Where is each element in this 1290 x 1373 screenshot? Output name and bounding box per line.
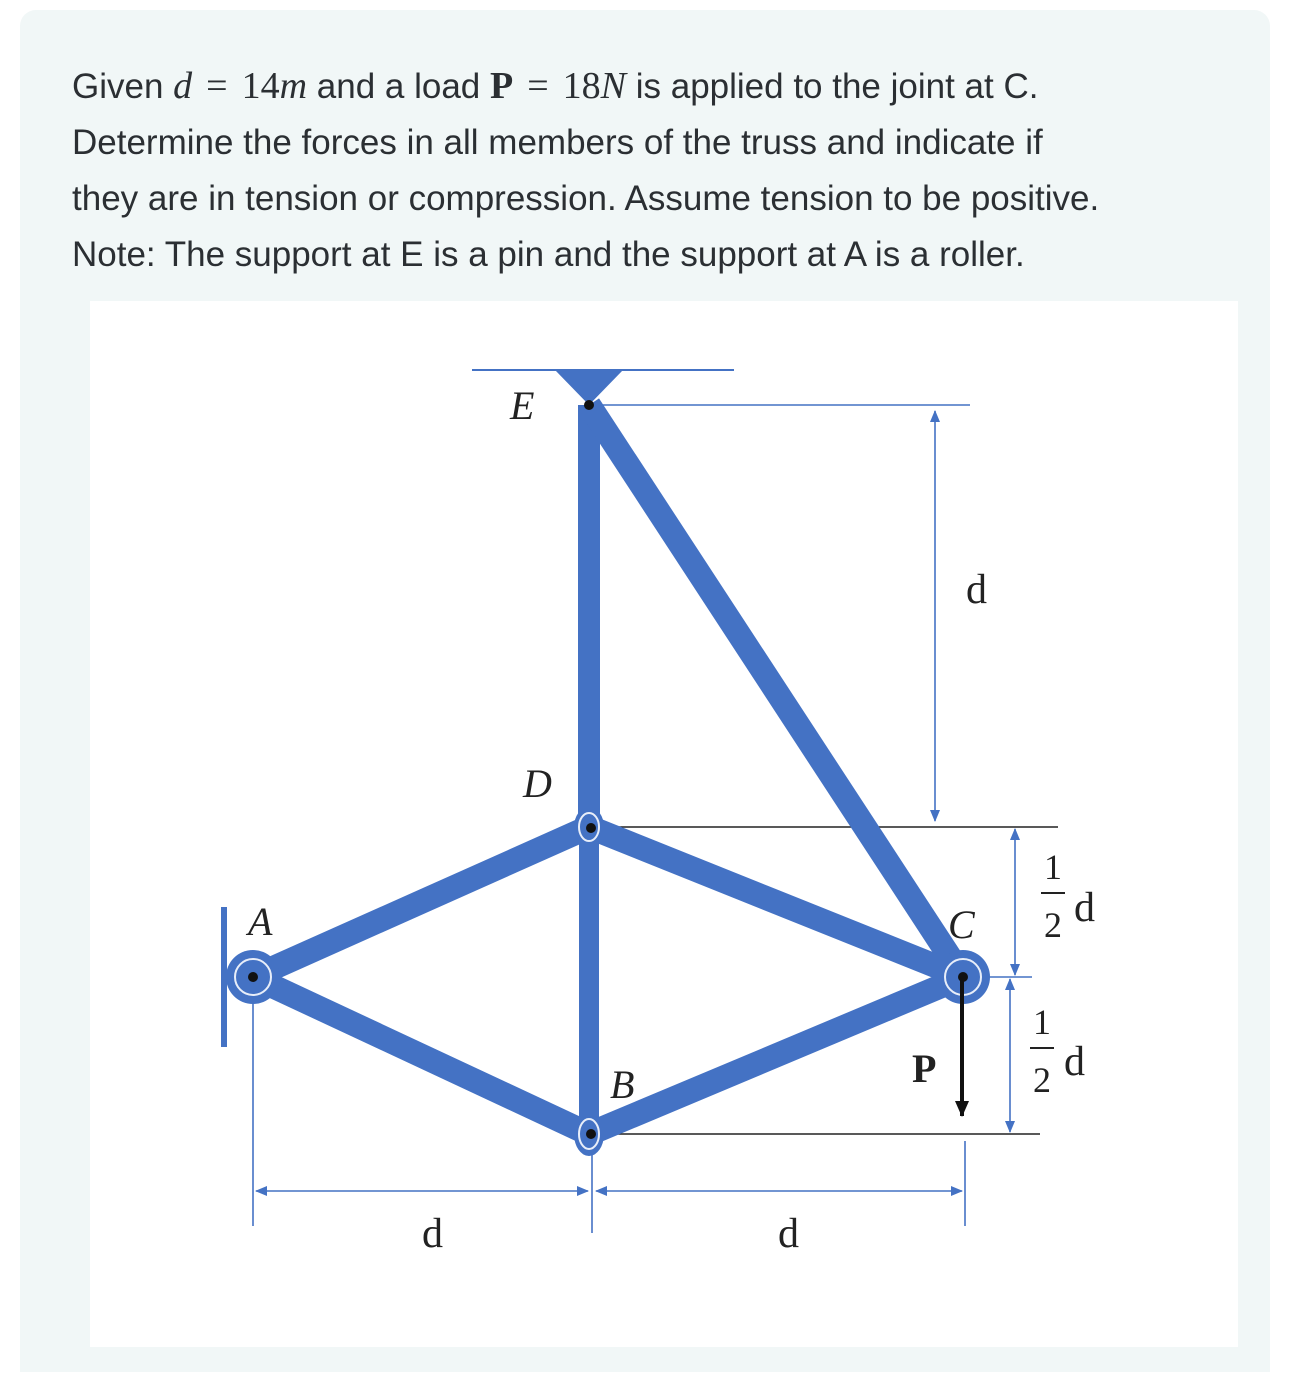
dim-label-half-bottom-var: d	[1064, 1039, 1085, 1085]
problem-line-4: Note: The support at E is a pin and the support at A is a roller.	[72, 235, 1025, 274]
label-e: E	[510, 383, 535, 428]
problem-line-3: they are in tension or compression. Assume tension to be positive.	[72, 179, 1100, 218]
member-ab	[253, 977, 589, 1134]
d-value: 14	[241, 65, 280, 107]
dim-label-half-top-var: d	[1074, 885, 1095, 931]
member-bc	[589, 977, 963, 1134]
dim-label-half-top-den: 2	[1044, 905, 1062, 945]
truss-members	[253, 405, 963, 1134]
p-variable: P	[489, 65, 514, 107]
load-text: and a load	[307, 67, 490, 106]
d-unit: m	[279, 65, 308, 107]
joint-text: is applied to the joint at C.	[626, 67, 1039, 106]
dim-label-half-bottom-den: 2	[1033, 1060, 1051, 1100]
dim-label-half-top-num: 1	[1044, 847, 1062, 887]
d-variable: d	[173, 65, 193, 107]
label-p: P	[912, 1046, 937, 1091]
dim-label-bc: d	[778, 1211, 799, 1257]
label-c: C	[948, 902, 975, 947]
p-value: 18	[562, 65, 601, 107]
dim-label-ab: d	[422, 1211, 443, 1257]
equals-sign: =	[206, 65, 228, 107]
problem-statement	[72, 58, 1252, 283]
dim-label-vertical: d	[966, 567, 987, 613]
label-d: D	[523, 761, 552, 806]
equals-sign: =	[527, 65, 549, 107]
given-text: Given	[72, 67, 174, 106]
joint-a	[226, 950, 280, 1004]
problem-line-2: Determine the forces in all members of the truss and indicate if	[72, 123, 1043, 162]
joint-d	[574, 807, 604, 847]
pin-support-e	[555, 370, 623, 405]
truss-diagram	[90, 301, 1238, 1347]
p-equation	[490, 65, 626, 107]
d-equation	[173, 65, 307, 107]
problem-line-1	[72, 58, 1252, 115]
label-b: B	[610, 1062, 635, 1107]
label-a: A	[248, 899, 273, 944]
dim-label-half-bottom-num: 1	[1033, 1002, 1051, 1042]
joint-e	[584, 400, 594, 410]
truss-figure	[90, 301, 1238, 1347]
member-ad	[253, 827, 589, 977]
p-unit: N	[600, 65, 626, 107]
joint-b	[574, 1112, 604, 1156]
